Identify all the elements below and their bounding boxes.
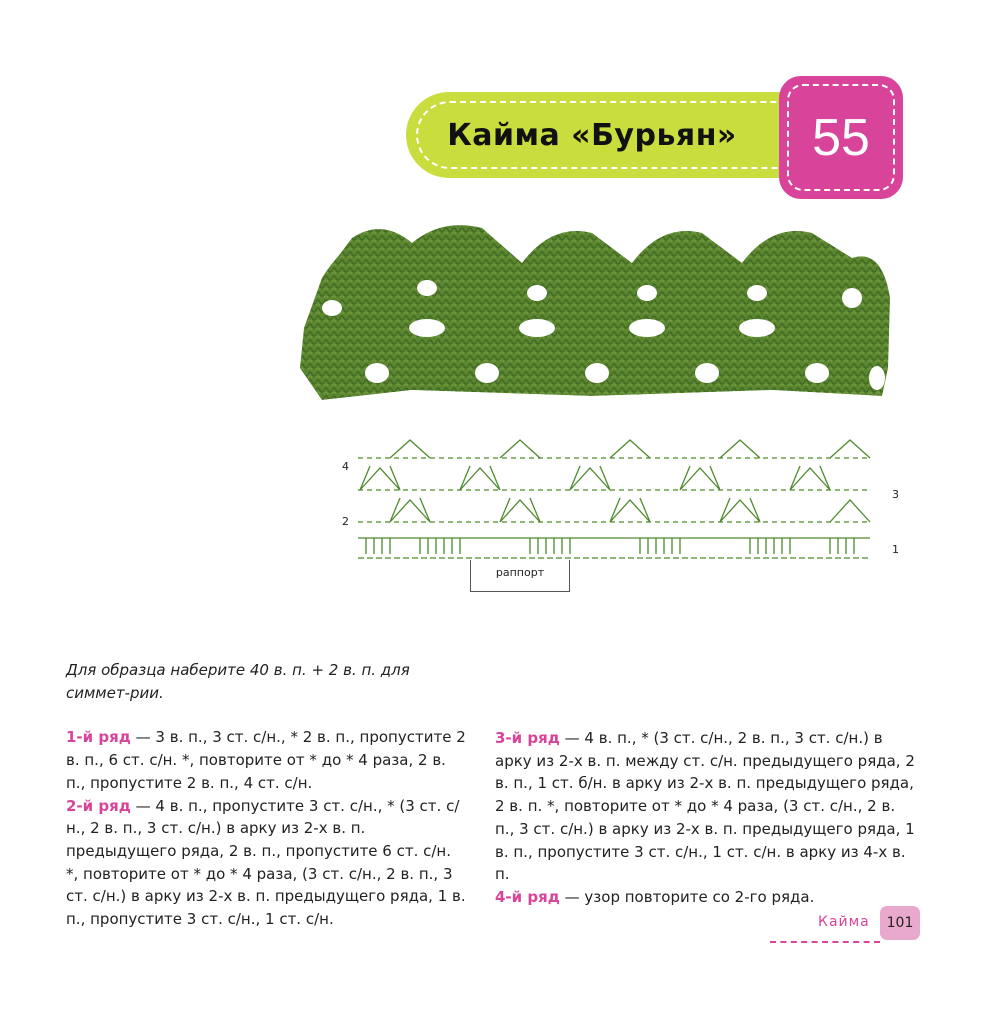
row-2-text: — 4 в. п., пропустите 3 ст. с/н., * (3 ст. с/н., 2 в. п., 3 ст. с/н.) в арку из 2-х в. п. предыдущего ряда, 2 в. п., пропустите 6 ст. с/н. *, повторите от * до * 4 раза, (3 ст. с/н., 2 в. п., 3 ст. с/н.) в арку из 2-х в. п. предыдущего ряда, 1 в. п., пропустите 3 ст. с/н., 1 ст. с/н. (66, 796, 466, 929)
row-1-name: 1-й ряд (66, 728, 131, 747)
pattern-number-badge (779, 76, 903, 199)
row-3-text: — 4 в. п., * (3 ст. с/н., 2 в. п., 3 ст. с/н.) в арку из 2-х в. п. между ст. с/н. предыдущего ряда, 2 в. п., 1 ст. б/н. в арку из 2-х в. п. предыдущего ряда, 2 в. п. *, повторите от * до * 4 раза, (3 ст. с/н., 2 в. п., 3 ст. с/н.) в арку из 2-х в. п. предыдущего ряда, 1 в. п., пропустите 3 ст. с/н., 1 ст. с/н. в арку из 4-х в. п. (495, 729, 915, 884)
row-label-4: 4 (342, 460, 349, 473)
title-banner (406, 92, 806, 178)
row-4-text: — узор повторите со 2-го ряда. (559, 887, 815, 906)
row-1-text: — 3 в. п., 3 ст. с/н., * 2 в. п., пропустите 2 в. п., 6 ст. с/н. *, повторите от * до * 4 раза, 2 в. п., пропустите 2 в. п., 4 ст. с/н. (66, 728, 466, 792)
section-name: Кайма (818, 914, 870, 930)
row-2-instruction (66, 795, 466, 931)
page-number: 101 (880, 906, 920, 940)
pattern-number: 55 (787, 84, 895, 191)
row-label-2: 2 (342, 515, 349, 528)
row-4-name: 4-й ряд (495, 887, 560, 906)
instructions-right-column (495, 727, 915, 909)
rapport-label: раппорт (495, 566, 545, 579)
row-3-name: 3-й ряд (495, 729, 560, 747)
page-title: Кайма «Бурьян» (447, 117, 737, 153)
row-label-1: 1 (892, 543, 899, 556)
crochet-edging-photo (292, 218, 894, 408)
footer-divider (770, 941, 880, 943)
row-1-instruction (66, 726, 466, 794)
intro-text: Для образца наберите 40 в. п. + 2 в. п. для симмет-рии. (66, 661, 410, 702)
crochet-chart (330, 430, 910, 600)
row-label-3: 3 (892, 488, 899, 501)
row-4-instruction (495, 886, 915, 909)
row-2-name: 2-й ряд (66, 796, 131, 815)
instructions-left-column (66, 659, 466, 931)
row-3-instruction (495, 727, 915, 886)
